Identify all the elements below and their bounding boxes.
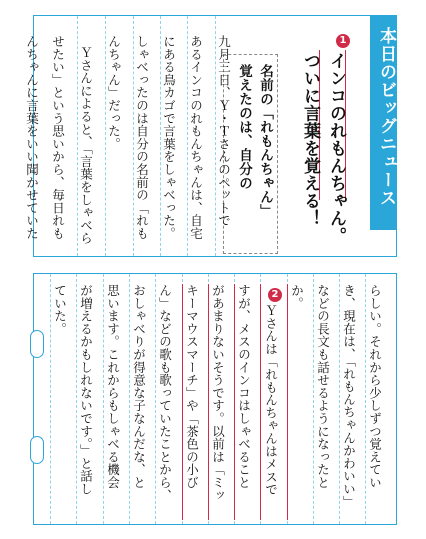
ruled-line <box>133 16 134 256</box>
ruled-line <box>77 16 78 256</box>
body-line: などの長文も話せるようになったと <box>315 284 331 489</box>
ruled-line <box>105 16 106 256</box>
body-line: き、現在は、「れもんちゃんかわいい」 <box>341 284 357 509</box>
bottom-panel <box>33 273 397 525</box>
body-line: があまりないそうです。以前は「ミッ <box>210 284 226 502</box>
ruled-line <box>215 16 216 256</box>
news-banner <box>370 15 397 230</box>
top-panel <box>24 15 397 257</box>
article2-rule <box>287 284 288 520</box>
ruled-line <box>103 274 104 524</box>
ruled-line <box>160 16 161 256</box>
body-line: Ｙさんは「れもんちゃんはメスで <box>263 304 279 496</box>
article2-rule <box>260 284 261 520</box>
article-number-badge: 1 <box>336 34 350 48</box>
article2-rule <box>234 284 235 520</box>
ruled-line <box>187 16 188 256</box>
headline-line-1: インコのれもんちゃん。 <box>326 52 346 245</box>
body-line: ていた。 <box>52 284 68 336</box>
article-number-badge: 2 <box>268 288 282 302</box>
body-line: おしゃべりが得意な子なんだな、と <box>131 284 147 489</box>
ruled-line <box>365 274 366 524</box>
binder-tab <box>30 436 44 464</box>
body-line: すが、メスのインコはしゃべること <box>236 284 252 489</box>
body-line: にある鳥カゴで言葉をしゃべった。 <box>161 35 177 240</box>
ruled-line <box>129 274 130 524</box>
binder-tab <box>30 330 44 358</box>
headline-line-2: ついに言葉を覚える！ <box>300 52 320 227</box>
ruled-line <box>313 274 314 524</box>
body-line: んちゃんに言葉をいい聞かせていた <box>24 35 40 240</box>
banner-title: 本日のビッグニュース <box>376 27 396 207</box>
body-line: 九月三日、Ｙ・Ｔさんのペットで <box>216 35 232 227</box>
ruled-line <box>76 274 77 524</box>
ruled-line <box>50 274 51 524</box>
body-line: Ｙさんによると、「言葉をしゃべら <box>78 46 94 245</box>
body-line: しゃべったのは自分の名前の「れも <box>134 35 150 240</box>
subheadline-line-1: 覚えたのは、自分の <box>236 64 252 190</box>
body-line: 思います。これからもしゃべる機会 <box>105 284 121 489</box>
body-line: あるインコのれもんちゃんは、自宅 <box>188 35 204 240</box>
body-line: せたい」という思いから、毎日れも <box>50 35 66 240</box>
article2-rule <box>208 284 209 520</box>
body-line: か。 <box>289 284 305 310</box>
ruled-line <box>155 274 156 524</box>
subheadline-line-2: 名前の「れもんちゃん」 <box>257 64 273 218</box>
body-line: キーマウスマーチ」や「茶色の小び <box>184 284 200 489</box>
body-line: らしい。それから少しずつ覚えてい <box>367 284 383 489</box>
body-line: んちゃん」だった。 <box>106 35 122 151</box>
ruled-line <box>339 274 340 524</box>
body-line: が増えるかもしれないです。」と話し <box>78 284 94 496</box>
article2-rule <box>182 284 183 520</box>
body-line: ん」などの歌も歌っていたことから、 <box>157 284 173 502</box>
